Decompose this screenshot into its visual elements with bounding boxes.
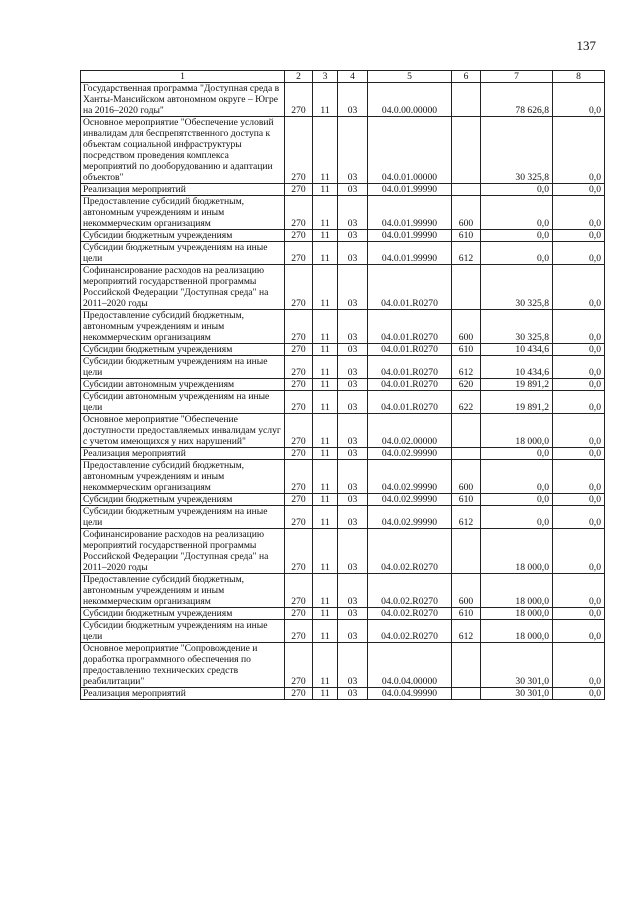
row-name-cell: Субсидии бюджетным учреждениям на иные цели <box>81 242 285 265</box>
row-name-cell: Субсидии бюджетным учреждениям <box>81 230 285 242</box>
amount-cell: 0,0 <box>553 344 605 356</box>
grbs-code-cell: 270 <box>285 414 313 448</box>
amount-cell: 78 626,8 <box>481 83 553 117</box>
target-article-cell: 04.0.01.R0270 <box>368 265 452 310</box>
target-article-cell: 04.0.01.99990 <box>368 230 452 242</box>
table-row <box>81 574 605 608</box>
amount-cell: 18 000,0 <box>481 414 553 448</box>
row-name-cell: Реализация мероприятий <box>81 184 285 196</box>
grbs-code-cell: 270 <box>285 356 313 379</box>
expense-type-cell <box>452 529 481 574</box>
grbs-code-cell: 270 <box>285 506 313 529</box>
table-row <box>81 643 605 688</box>
amount-cell: 0,0 <box>553 688 605 700</box>
expense-type-cell: 622 <box>452 391 481 414</box>
table-row <box>81 117 605 184</box>
table-row <box>81 608 605 620</box>
subsection-code-cell: 03 <box>338 620 368 643</box>
table-row <box>81 529 605 574</box>
column-header: 8 <box>553 71 605 83</box>
expense-type-cell <box>452 414 481 448</box>
subsection-code-cell: 03 <box>338 379 368 391</box>
section-code-cell: 11 <box>313 83 338 117</box>
row-name-cell: Субсидии автономным учреждениям <box>81 379 285 391</box>
target-article-cell: 04.0.02.R0270 <box>368 529 452 574</box>
section-code-cell: 11 <box>313 265 338 310</box>
table-row <box>81 265 605 310</box>
amount-cell: 0,0 <box>481 230 553 242</box>
expense-type-cell: 600 <box>452 196 481 230</box>
row-name-cell: Субсидии бюджетным учреждениям на иные цели <box>81 506 285 529</box>
grbs-code-cell: 270 <box>285 574 313 608</box>
expense-type-cell: 600 <box>452 574 481 608</box>
table-row <box>81 391 605 414</box>
table-row <box>81 460 605 494</box>
amount-cell: 18 000,0 <box>481 574 553 608</box>
subsection-code-cell: 03 <box>338 344 368 356</box>
amount-cell: 30 325,8 <box>481 310 553 344</box>
subsection-code-cell: 03 <box>338 83 368 117</box>
amount-cell: 30 301,0 <box>481 643 553 688</box>
grbs-code-cell: 270 <box>285 242 313 265</box>
target-article-cell: 04.0.01.R0270 <box>368 379 452 391</box>
amount-cell: 0,0 <box>553 196 605 230</box>
target-article-cell: 04.0.02.99990 <box>368 506 452 529</box>
amount-cell: 0,0 <box>481 460 553 494</box>
section-code-cell: 11 <box>313 356 338 379</box>
table-row <box>81 356 605 379</box>
grbs-code-cell: 270 <box>285 608 313 620</box>
subsection-code-cell: 03 <box>338 494 368 506</box>
section-code-cell: 11 <box>313 344 338 356</box>
subsection-code-cell: 03 <box>338 230 368 242</box>
section-code-cell: 11 <box>313 242 338 265</box>
grbs-code-cell: 270 <box>285 265 313 310</box>
amount-cell: 0,0 <box>553 529 605 574</box>
amount-cell: 0,0 <box>553 379 605 391</box>
amount-cell: 0,0 <box>553 448 605 460</box>
section-code-cell: 11 <box>313 310 338 344</box>
subsection-code-cell: 03 <box>338 242 368 265</box>
table-row <box>81 196 605 230</box>
subsection-code-cell: 03 <box>338 310 368 344</box>
target-article-cell: 04.0.01.99990 <box>368 196 452 230</box>
amount-cell: 0,0 <box>553 391 605 414</box>
amount-cell: 0,0 <box>553 117 605 184</box>
grbs-code-cell: 270 <box>285 688 313 700</box>
amount-cell: 0,0 <box>553 643 605 688</box>
amount-cell: 0,0 <box>553 574 605 608</box>
column-header: 7 <box>481 71 553 83</box>
grbs-code-cell: 270 <box>285 494 313 506</box>
grbs-code-cell: 270 <box>285 529 313 574</box>
table-row <box>81 310 605 344</box>
grbs-code-cell: 270 <box>285 196 313 230</box>
table-row <box>81 688 605 700</box>
subsection-code-cell: 03 <box>338 643 368 688</box>
grbs-code-cell: 270 <box>285 643 313 688</box>
expense-type-cell <box>452 83 481 117</box>
expense-type-cell: 620 <box>452 379 481 391</box>
subsection-code-cell: 03 <box>338 574 368 608</box>
row-name-cell: Государственная программа "Доступная среда в Ханты-Мансийском автономном округе – Югре на 2016–2020 годы" <box>81 83 285 117</box>
column-header: 5 <box>368 71 452 83</box>
target-article-cell: 04.0.02.R0270 <box>368 608 452 620</box>
expense-type-cell: 612 <box>452 506 481 529</box>
row-name-cell: Основное мероприятие "Обеспечение условий инвалидам для беспрепятственного доступа к объектам социальной инфраструктуры посредством проведения комплекса мероприятий по дооборудованию и адаптации объектов" <box>81 117 285 184</box>
amount-cell: 0,0 <box>481 494 553 506</box>
grbs-code-cell: 270 <box>285 379 313 391</box>
expense-type-cell: 610 <box>452 494 481 506</box>
amount-cell: 30 325,8 <box>481 117 553 184</box>
row-name-cell: Софинансирование расходов на реализацию мероприятий государственной программы Российской Федерации "Доступная среда" на 2011–2020 годы <box>81 265 285 310</box>
section-code-cell: 11 <box>313 460 338 494</box>
subsection-code-cell: 03 <box>338 448 368 460</box>
table-row <box>81 620 605 643</box>
amount-cell: 0,0 <box>481 184 553 196</box>
row-name-cell: Софинансирование расходов на реализацию мероприятий государственной программы Российской Федерации "Доступная среда" на 2011–2020 годы <box>81 529 285 574</box>
table-row <box>81 83 605 117</box>
amount-cell: 0,0 <box>553 230 605 242</box>
expense-type-cell: 610 <box>452 230 481 242</box>
table-row <box>81 242 605 265</box>
grbs-code-cell: 270 <box>285 83 313 117</box>
target-article-cell: 04.0.01.R0270 <box>368 310 452 344</box>
target-article-cell: 04.0.02.99990 <box>368 494 452 506</box>
grbs-code-cell: 270 <box>285 391 313 414</box>
subsection-code-cell: 03 <box>338 506 368 529</box>
amount-cell: 19 891,2 <box>481 391 553 414</box>
section-code-cell: 11 <box>313 184 338 196</box>
expense-type-cell: 612 <box>452 620 481 643</box>
amount-cell: 0,0 <box>553 620 605 643</box>
target-article-cell: 04.0.02.99990 <box>368 460 452 494</box>
subsection-code-cell: 03 <box>338 460 368 494</box>
section-code-cell: 11 <box>313 448 338 460</box>
section-code-cell: 11 <box>313 574 338 608</box>
amount-cell: 0,0 <box>553 265 605 310</box>
amount-cell: 0,0 <box>481 506 553 529</box>
amount-cell: 0,0 <box>481 196 553 230</box>
target-article-cell: 04.0.01.R0270 <box>368 356 452 379</box>
table-row <box>81 506 605 529</box>
grbs-code-cell: 270 <box>285 117 313 184</box>
grbs-code-cell: 270 <box>285 344 313 356</box>
budget-table <box>80 70 605 700</box>
section-code-cell: 11 <box>313 379 338 391</box>
target-article-cell: 04.0.01.R0270 <box>368 391 452 414</box>
target-article-cell: 04.0.01.R0270 <box>368 344 452 356</box>
target-article-cell: 04.0.01.00000 <box>368 117 452 184</box>
subsection-code-cell: 03 <box>338 184 368 196</box>
section-code-cell: 11 <box>313 117 338 184</box>
amount-cell: 18 000,0 <box>481 620 553 643</box>
section-code-cell: 11 <box>313 230 338 242</box>
table-row <box>81 344 605 356</box>
amount-cell: 0,0 <box>553 83 605 117</box>
expense-type-cell: 610 <box>452 344 481 356</box>
amount-cell: 0,0 <box>553 184 605 196</box>
section-code-cell: 11 <box>313 506 338 529</box>
amount-cell: 18 000,0 <box>481 529 553 574</box>
target-article-cell: 04.0.02.R0270 <box>368 620 452 643</box>
table-row <box>81 379 605 391</box>
amount-cell: 0,0 <box>553 242 605 265</box>
subsection-code-cell: 03 <box>338 117 368 184</box>
table-row <box>81 230 605 242</box>
subsection-code-cell: 03 <box>338 196 368 230</box>
section-code-cell: 11 <box>313 391 338 414</box>
column-header: 1 <box>81 71 285 83</box>
amount-cell: 30 325,8 <box>481 265 553 310</box>
target-article-cell: 04.0.04.99990 <box>368 688 452 700</box>
amount-cell: 18 000,0 <box>481 608 553 620</box>
target-article-cell: 04.0.04.00000 <box>368 643 452 688</box>
expense-type-cell <box>452 184 481 196</box>
section-code-cell: 11 <box>313 494 338 506</box>
column-header: 4 <box>338 71 368 83</box>
table-header-row <box>81 71 605 83</box>
subsection-code-cell: 03 <box>338 265 368 310</box>
expense-type-cell: 600 <box>452 310 481 344</box>
row-name-cell: Предоставление субсидий бюджетным, автономным учреждениям и иным некоммерческим организациям <box>81 310 285 344</box>
subsection-code-cell: 03 <box>338 688 368 700</box>
amount-cell: 0,0 <box>553 460 605 494</box>
row-name-cell: Предоставление субсидий бюджетным, автономным учреждениям и иным некоммерческим организациям <box>81 196 285 230</box>
expense-type-cell: 610 <box>452 608 481 620</box>
section-code-cell: 11 <box>313 529 338 574</box>
column-header: 6 <box>452 71 481 83</box>
grbs-code-cell: 270 <box>285 310 313 344</box>
target-article-cell: 04.0.02.99990 <box>368 448 452 460</box>
amount-cell: 0,0 <box>553 506 605 529</box>
column-header: 2 <box>285 71 313 83</box>
expense-type-cell <box>452 117 481 184</box>
amount-cell: 10 434,6 <box>481 344 553 356</box>
expense-type-cell <box>452 448 481 460</box>
amount-cell: 30 301,0 <box>481 688 553 700</box>
expense-type-cell <box>452 265 481 310</box>
expense-type-cell <box>452 688 481 700</box>
row-name-cell: Предоставление субсидий бюджетным, автономным учреждениям и иным некоммерческим организациям <box>81 574 285 608</box>
subsection-code-cell: 03 <box>338 356 368 379</box>
grbs-code-cell: 270 <box>285 230 313 242</box>
table-row <box>81 494 605 506</box>
table-row <box>81 184 605 196</box>
subsection-code-cell: 03 <box>338 529 368 574</box>
grbs-code-cell: 270 <box>285 620 313 643</box>
subsection-code-cell: 03 <box>338 414 368 448</box>
amount-cell: 0,0 <box>553 356 605 379</box>
section-code-cell: 11 <box>313 608 338 620</box>
row-name-cell: Предоставление субсидий бюджетным, автономным учреждениям и иным некоммерческим организациям <box>81 460 285 494</box>
amount-cell: 19 891,2 <box>481 379 553 391</box>
table-body <box>81 83 605 700</box>
row-name-cell: Субсидии бюджетным учреждениям <box>81 344 285 356</box>
table-row <box>81 414 605 448</box>
amount-cell: 0,0 <box>481 448 553 460</box>
row-name-cell: Субсидии автономным учреждениям на иные цели <box>81 391 285 414</box>
page-number: 137 <box>576 38 596 53</box>
target-article-cell: 04.0.02.R0270 <box>368 574 452 608</box>
column-header: 3 <box>313 71 338 83</box>
target-article-cell: 04.0.00.00000 <box>368 83 452 117</box>
row-name-cell: Субсидии бюджетным учреждениям <box>81 608 285 620</box>
amount-cell: 10 434,6 <box>481 356 553 379</box>
amount-cell: 0,0 <box>481 242 553 265</box>
section-code-cell: 11 <box>313 414 338 448</box>
section-code-cell: 11 <box>313 688 338 700</box>
amount-cell: 0,0 <box>553 310 605 344</box>
expense-type-cell: 612 <box>452 356 481 379</box>
expense-type-cell: 600 <box>452 460 481 494</box>
row-name-cell: Субсидии бюджетным учреждениям на иные цели <box>81 356 285 379</box>
row-name-cell: Основное мероприятие "Сопровождение и доработка программного обеспечения по предоставлению технических средств реабилитации" <box>81 643 285 688</box>
expense-type-cell: 612 <box>452 242 481 265</box>
amount-cell: 0,0 <box>553 414 605 448</box>
row-name-cell: Субсидии бюджетным учреждениям на иные цели <box>81 620 285 643</box>
target-article-cell: 04.0.01.99990 <box>368 242 452 265</box>
amount-cell: 0,0 <box>553 608 605 620</box>
grbs-code-cell: 270 <box>285 448 313 460</box>
grbs-code-cell: 270 <box>285 460 313 494</box>
section-code-cell: 11 <box>313 643 338 688</box>
target-article-cell: 04.0.01.99990 <box>368 184 452 196</box>
expense-type-cell <box>452 643 481 688</box>
target-article-cell: 04.0.02.00000 <box>368 414 452 448</box>
subsection-code-cell: 03 <box>338 608 368 620</box>
row-name-cell: Основное мероприятие "Обеспечение доступности предоставляемых инвалидам услуг с учетом имеющихся у них нарушений" <box>81 414 285 448</box>
row-name-cell: Реализация мероприятий <box>81 688 285 700</box>
section-code-cell: 11 <box>313 620 338 643</box>
row-name-cell: Субсидии бюджетным учреждениям <box>81 494 285 506</box>
section-code-cell: 11 <box>313 196 338 230</box>
subsection-code-cell: 03 <box>338 391 368 414</box>
row-name-cell: Реализация мероприятий <box>81 448 285 460</box>
grbs-code-cell: 270 <box>285 184 313 196</box>
amount-cell: 0,0 <box>553 494 605 506</box>
table-row <box>81 448 605 460</box>
